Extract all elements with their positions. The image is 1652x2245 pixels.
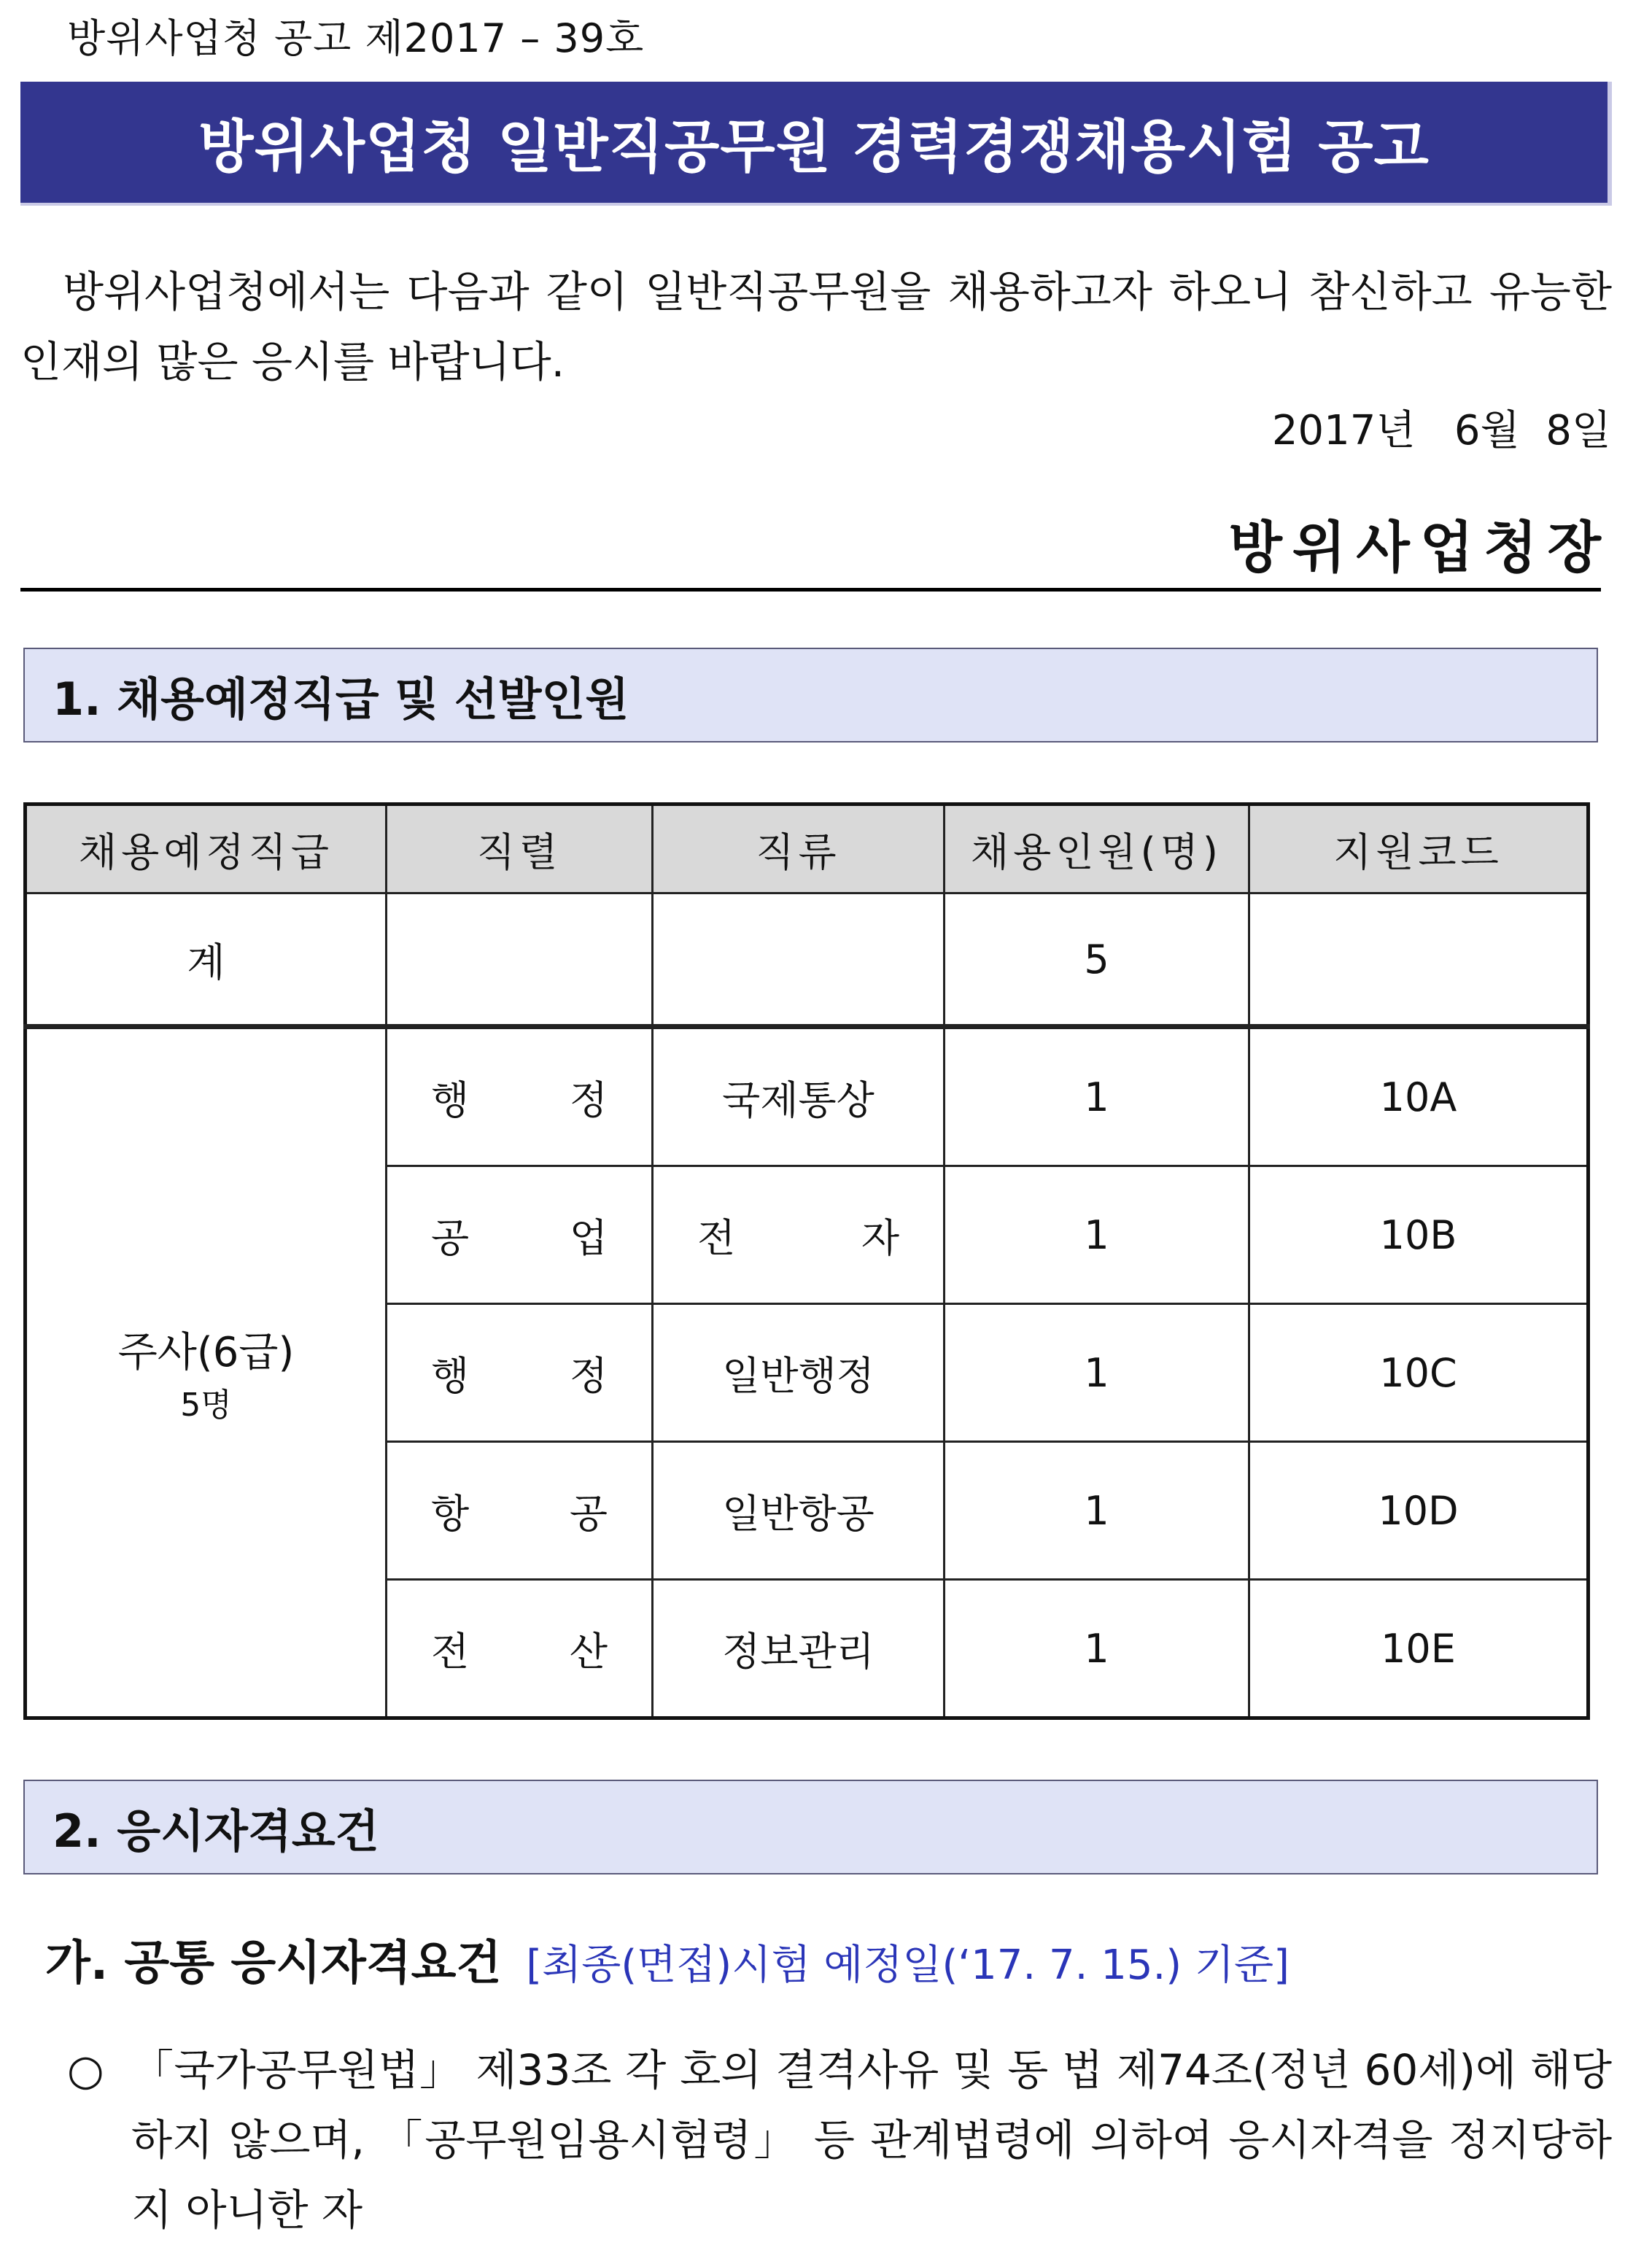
- count-cell: 1: [945, 1304, 1249, 1442]
- category-cell: 국제통상: [653, 1027, 945, 1166]
- series-char: 전: [431, 1628, 470, 1675]
- total-count: 5: [945, 893, 1249, 1027]
- total-label: 계: [26, 893, 387, 1027]
- series-cell: [387, 1580, 653, 1718]
- section-1-title: 1. 채용예정직급 및 선발인원: [53, 672, 629, 726]
- series-char: 정: [569, 1352, 608, 1399]
- title-banner: [20, 82, 1612, 206]
- category-cell: 일반항공: [653, 1442, 945, 1580]
- signer-name: 방위사업청장: [1228, 515, 1611, 580]
- count-cell: 1: [945, 1166, 1249, 1304]
- intro-paragraph: 방위사업청에서는 다음과 같이 일반직공무원을 채용하고자 하오니 참신하고 유능한 인재의 많은 응시를 바랍니다.: [20, 267, 1612, 387]
- category-char: 자: [861, 1214, 899, 1261]
- category-cell: 일반행정: [653, 1304, 945, 1442]
- header-grade: 채용예정직급: [26, 804, 387, 893]
- header-series: 직렬: [387, 804, 653, 893]
- header-code: 지원코드: [1249, 804, 1589, 893]
- code-cell: 10B: [1249, 1166, 1589, 1304]
- code-cell: 10A: [1249, 1027, 1589, 1166]
- series-cell: [387, 1166, 653, 1304]
- grade-main: 주사(6급): [117, 1329, 295, 1376]
- category-cell: [653, 1166, 945, 1304]
- requirement-text: 「국가공무원법」 제33조 각 호의 결격사유 및 동 법 제74조(정년 60세)에 해당하지 않으며, 「공무원임용시험령」 등 관계법령에 의하여 응시자격을 정지당하지 아니한 자: [131, 2045, 1612, 2235]
- series-char: 행: [431, 1077, 470, 1123]
- series-char: 행: [431, 1352, 470, 1399]
- table-row: [26, 1027, 1589, 1166]
- total-code: [1249, 893, 1589, 1027]
- document-title: 방위사업청 일반직공무원 경력경쟁채용시험 공고: [198, 115, 1430, 180]
- header-category: 직류: [653, 804, 945, 893]
- total-category: [653, 893, 945, 1027]
- code-cell: 10C: [1249, 1304, 1589, 1442]
- subsection-a-title: 가. 공통 응시자격요건: [45, 1936, 502, 1990]
- count-cell: 1: [945, 1442, 1249, 1580]
- code-cell: 10D: [1249, 1442, 1589, 1580]
- divider-line: [20, 588, 1601, 592]
- total-series: [387, 893, 653, 1027]
- subsection-a: [45, 1926, 1290, 1993]
- grade-sub: 5명: [180, 1387, 232, 1424]
- series-char: 산: [569, 1628, 608, 1675]
- series-char: 정: [569, 1077, 608, 1123]
- table-header-row: [26, 804, 1589, 893]
- count-cell: 1: [945, 1027, 1249, 1166]
- series-cell: [387, 1442, 653, 1580]
- series-char: 업: [569, 1214, 608, 1261]
- series-char: 항: [431, 1490, 470, 1537]
- code-cell: 10E: [1249, 1580, 1589, 1718]
- series-char: 공: [431, 1214, 470, 1261]
- category-cell: 정보관리: [653, 1580, 945, 1718]
- announcement-date: 2017년 6월 8일: [1271, 407, 1611, 454]
- notice-number: 방위사업청 공고 제2017 – 39호: [67, 15, 645, 61]
- grade-cell: [26, 1027, 387, 1718]
- series-cell: [387, 1027, 653, 1166]
- circle-bullet-icon: ○: [67, 2045, 104, 2095]
- series-char: 공: [569, 1490, 608, 1537]
- header-count: 채용인원(명): [945, 804, 1249, 893]
- series-cell: [387, 1304, 653, 1442]
- section-2-title: 2. 응시자격요건: [53, 1804, 379, 1858]
- requirement-bullet: [67, 2035, 1612, 2245]
- subsection-a-note: [최종(면접)시험 예정일(‘17. 7. 15.) 기준]: [526, 1942, 1290, 1989]
- recruitment-table: [23, 802, 1590, 1720]
- table-total-row: [26, 893, 1589, 1027]
- section-1-header: [23, 648, 1598, 742]
- category-char: 전: [697, 1214, 736, 1261]
- section-2-header: [23, 1780, 1598, 1874]
- count-cell: 1: [945, 1580, 1249, 1718]
